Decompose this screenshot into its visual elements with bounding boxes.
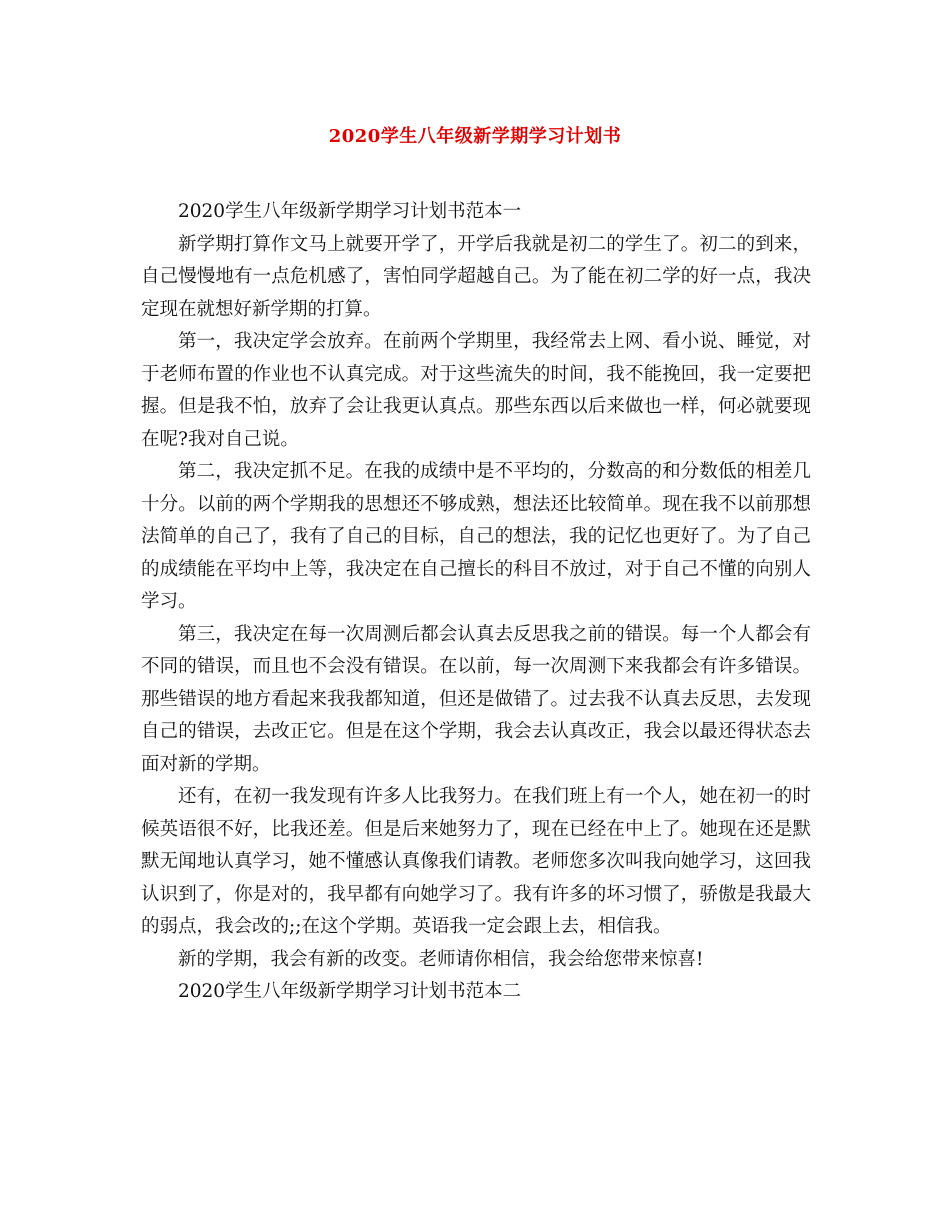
paragraph-second-point: 第二，我决定抓不足。在我的成绩中是不平均的，分数高的和分数低的相差几十分。以前的两个学期我的思想还不够成熟，想法还比较简单。现在我不以前那想法简单的自己了，我有了自己的目标，自己的想法，我的记忆也更好了。为了自己的成绩能在平均中上等，我决定在自己擅长的科目不放过，对于自己不懂的向别人学习。 bbox=[141, 461, 811, 612]
paragraph-sample-one-heading: 2020学生八年级新学期学习计划书范本一 bbox=[178, 201, 522, 222]
document-title: 2020学生八年级新学期学习计划书 bbox=[328, 126, 622, 147]
document-body bbox=[141, 196, 811, 1009]
paragraph-closing: 新的学期，我会有新的改变。老师请你相信，我会给您带来惊喜! bbox=[178, 948, 704, 970]
paragraph-sample-two-heading: 2020学生八年级新学期学习计划书范本二 bbox=[178, 981, 522, 1002]
paragraph-third-point: 第三，我决定在每一次周测后都会认真去反思我之前的错误。每一个人都会有不同的错误，而且也不会没有错误。在以前，每一次周测下来我都会有许多错误。那些错误的地方看起来我我都知道，但还是做错了。过去我不认真去反思，去发现自己的错误，去改正它。但是在这个学期，我会去认真改正，我会以最还得状态去面对新的学期。 bbox=[141, 623, 811, 775]
paragraph-intro: 新学期打算作文马上就要开学了，开学后我就是初二的学生了。初二的到来，自己慢慢地有一点危机感了，害怕同学超越自己。为了能在初二学的好一点，我决定现在就想好新学期的打算。 bbox=[141, 233, 811, 320]
paragraph-first-point: 第一，我决定学会放弃。在前两个学期里，我经常去上网、看小说、睡觉，对于老师布置的作业也不认真完成。对于这些流失的时间，我不能挽回，我一定要把握。但是我不怕，放弃了会让我更认真点。那些东西以后来做也一样，何必就要现在呢?我对自己说。 bbox=[141, 331, 811, 450]
paragraph-additional: 还有，在初一我发现有许多人比我努力。在我们班上有一个人，她在初一的时候英语很不好，比我还差。但是后来她努力了，现在已经在中上了。她现在还是默默无闻地认真学习，她不懂感认真像我们请教。老师您多次叫我向她学习，这回我认识到了，你是对的，我早都有向她学习了。我有许多的坏习惯了，骄傲是我最大的弱点，我会改的;;在这个学期。英语我一定会跟上去，相信我。 bbox=[141, 786, 811, 937]
